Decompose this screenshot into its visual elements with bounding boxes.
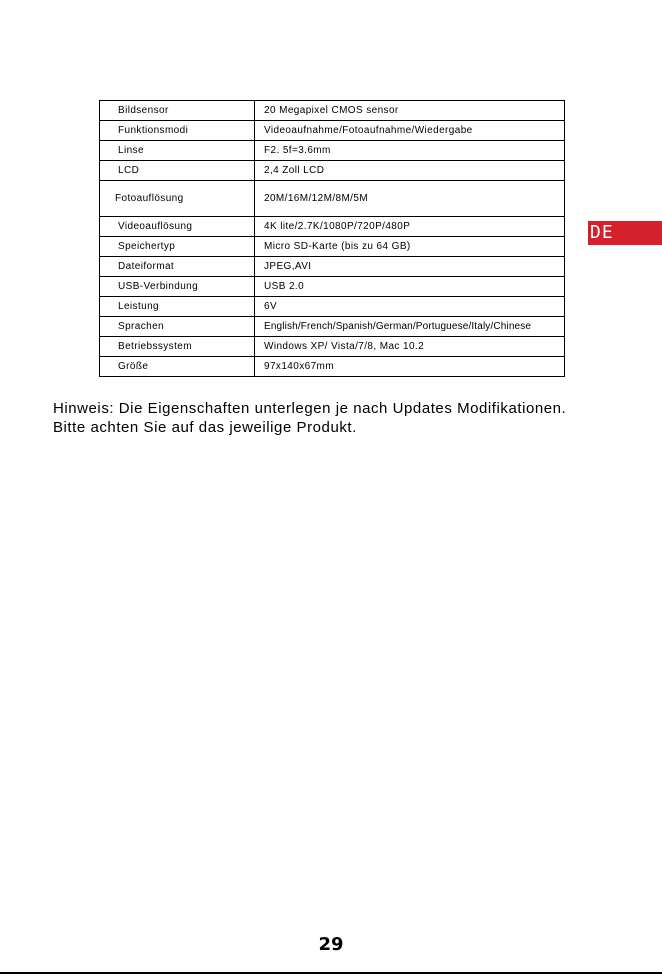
spec-label: Speichertyp [100, 237, 255, 257]
table-row [100, 237, 565, 257]
spec-value: USB 2.0 [255, 277, 565, 297]
table-row [100, 217, 565, 237]
spec-value: 20M/16M/12M/8M/5M [255, 181, 565, 217]
table-row [100, 121, 565, 141]
spec-label: Sprachen [100, 317, 255, 337]
table-row [100, 277, 565, 297]
spec-value: Windows XP/ Vista/7/8, Mac 10.2 [255, 337, 565, 357]
table-row [100, 141, 565, 161]
spec-label: Größe [100, 357, 255, 377]
spec-label: Fotoauflösung [100, 181, 255, 217]
table-row [100, 161, 565, 181]
spec-value: 20 Megapixel CMOS sensor [255, 101, 565, 121]
spec-value: English/French/Spanish/German/Portuguese/Italy/Chinese [255, 317, 565, 337]
spec-label: Leistung [100, 297, 255, 317]
spec-value: F2. 5f=3.6mm [255, 141, 565, 161]
spec-label: Betriebssystem [100, 337, 255, 357]
table-row [100, 181, 565, 217]
table-row [100, 257, 565, 277]
note-line-2: Bitte achten Sie auf das jeweilige Produkt. [53, 419, 357, 436]
spec-value: JPEG,AVI [255, 257, 565, 277]
bottom-divider [0, 972, 662, 974]
spec-value: 2,4 Zoll LCD [255, 161, 565, 181]
spec-label: Dateiformat [100, 257, 255, 277]
spec-value: Videoaufnahme/Fotoaufnahme/Wiedergabe [255, 121, 565, 141]
spec-label: Linse [100, 141, 255, 161]
table-row [100, 317, 565, 337]
table-row [100, 297, 565, 317]
note-paragraph [53, 399, 653, 437]
spec-value: 4K lite/2.7K/1080P/720P/480P [255, 217, 565, 237]
spec-label: LCD [100, 161, 255, 181]
spec-label: Videoauflösung [100, 217, 255, 237]
language-tab: DE [588, 221, 662, 245]
spec-value: Micro SD-Karte (bis zu 64 GB) [255, 237, 565, 257]
spec-label: USB-Verbindung [100, 277, 255, 297]
spec-value: 97x140x67mm [255, 357, 565, 377]
spec-label: Bildsensor [100, 101, 255, 121]
specifications-table [99, 100, 565, 377]
table-row [100, 337, 565, 357]
table-row [100, 357, 565, 377]
spec-value: 6V [255, 297, 565, 317]
spec-label: Funktionsmodi [100, 121, 255, 141]
table-row [100, 101, 565, 121]
page-number: 29 [318, 934, 344, 955]
note-line-1: Hinweis: Die Eigenschaften unterlegen je nach Updates Modifikationen. [53, 400, 567, 417]
